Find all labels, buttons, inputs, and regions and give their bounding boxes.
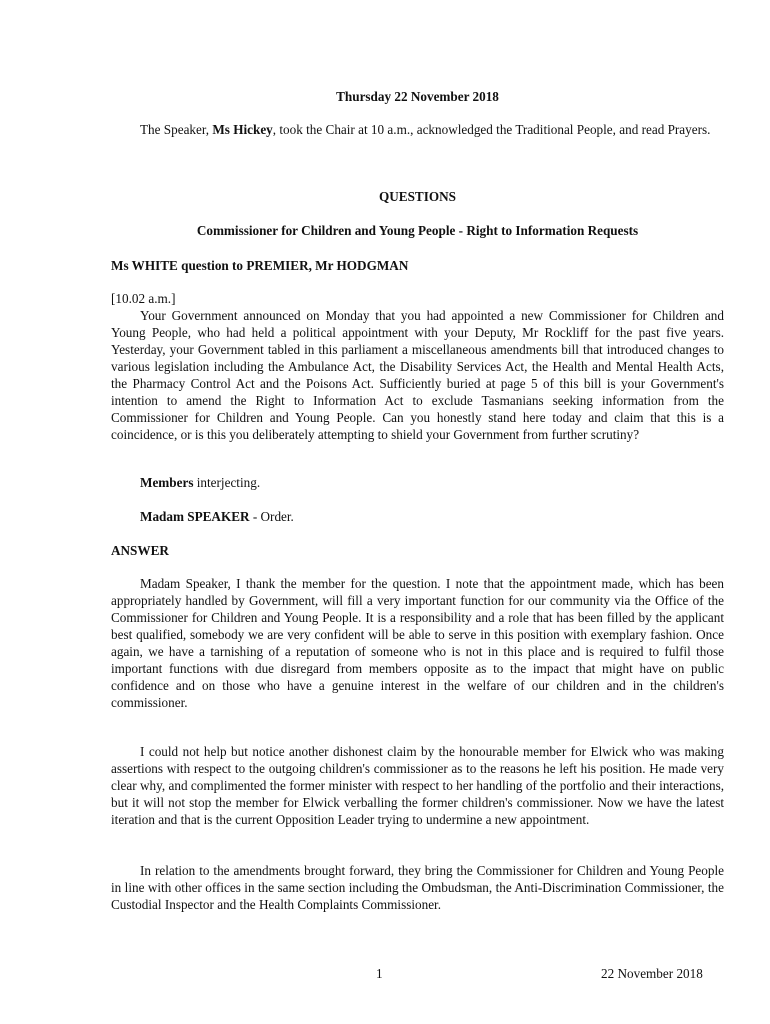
answer-paragraph: I could not help but notice another dishonest claim by the honourable member for Elwick who was making assertions with respect to the outgoing children's commissioner as to the reasons he left his position. He made very clear why, and complimented the former minister with respect to her handling of the portfolio and their interactions, but it will not stop the member for Elwick verballing the former children's commissioner. Now we have the latest iteration and that is the current Opposition Leader trying to undermine a new appointment.: [111, 744, 724, 827]
page-number: 1: [376, 966, 383, 981]
opening-paragraph: [111, 121, 724, 138]
question-text: Your Government announced on Monday that you had appointed a new Commissioner for Children and Young People, who had held a political appointment with your Deputy, Mr Rockliff for the past five years. Yesterday, your Government tabled in this parliament a miscellaneous amendments bill that introduced changes to various legislation including the Ambulance Act, the Disability Services Act, the Health and Mental Health Acts, the Pharmacy Control Act and the Poisons Act. Sufficiently buried at page 5 of this bill is your Government's intention to amend the Right to Information Act to exclude Tasmanians seeking information from the Commissioner for Children and Young People. Can you honestly stand here today and claim that this is a coincidence, or is this you deliberately attempting to shield your Government from further scrutiny?: [111, 308, 724, 442]
opening-text-after: , took the Chair at 10 a.m., acknowledged the Traditional People, and read Prayers.: [272, 122, 711, 137]
opening-text-before: The Speaker,: [140, 122, 213, 137]
interjection-speaker: Members: [140, 475, 194, 490]
speaker-order-line: [111, 508, 724, 525]
question-block: [111, 290, 724, 443]
speaker-name: Ms Hickey: [212, 122, 273, 137]
question-title: Commissioner for Children and Young People - Right to Information Requests: [196, 223, 639, 238]
answer-paragraph: In relation to the amendments brought forward, they bring the Commissioner for Children and Young People in line with other offices in the same section including the Ombudsman, the Anti-Discrimination Commissioner, the Custodial Inspector and the Health Complaints Commissioner.: [111, 863, 724, 912]
question-asker: Ms WHITE question to PREMIER, Mr HODGMAN: [111, 258, 409, 273]
questions-heading: QUESTIONS: [379, 189, 456, 204]
question-time: [10.02 a.m.]: [111, 291, 176, 306]
sitting-date-title: Thursday 22 November 2018: [336, 89, 499, 104]
footer-date: 22 November 2018: [601, 966, 703, 981]
interjection-text: interjecting.: [193, 475, 261, 490]
answer-heading: ANSWER: [111, 543, 169, 558]
order-text: - Order.: [249, 509, 294, 524]
answer-paragraph: Madam Speaker, I thank the member for the question. I note that the appointment made, which has been appropriately handled by Government, will fill a very important function for our community via the Office of the Commissioner for Children and Young People. It is a responsibility and a role that has been filled by the applicant best qualified, somebody we are very confident will be able to serve in this position with exemplary fashion. Once again, we have a tarnishing of a reputation of someone who is not in this place and is required to fulfil those important functions with due disregard from members opposite as to the impact that might have on public confidence and on those who have a genuine interest in the welfare of our children and in the children's commissioner.: [111, 576, 724, 710]
interjection-line: [111, 474, 724, 491]
order-speaker: Madam SPEAKER: [140, 509, 250, 524]
